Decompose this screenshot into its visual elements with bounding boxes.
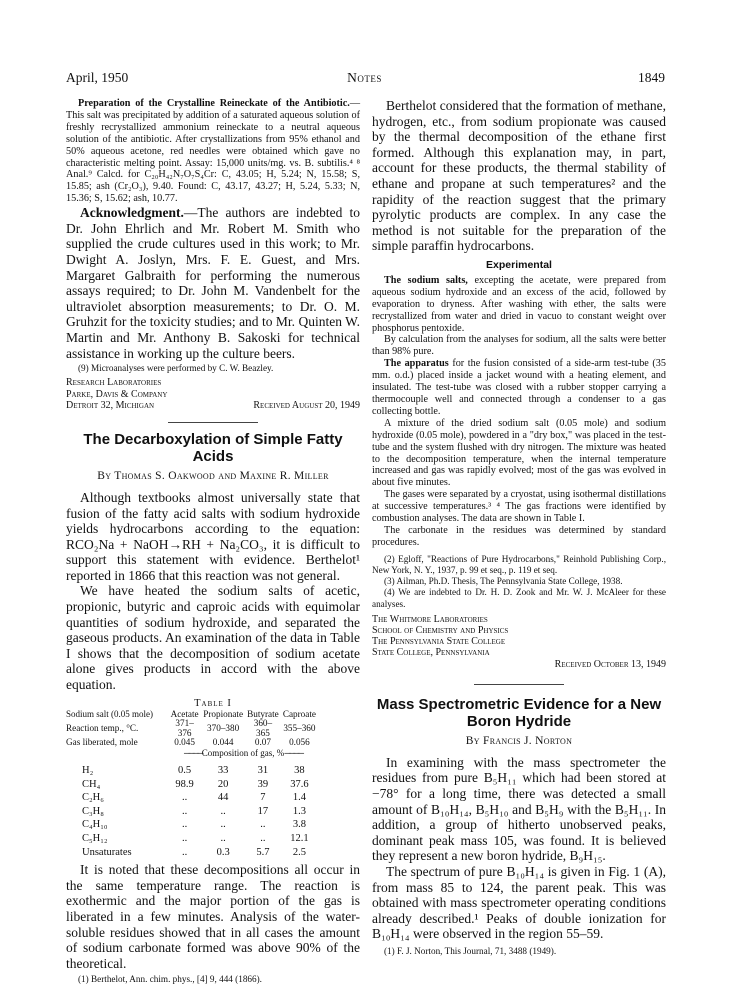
data-table <box>66 710 318 860</box>
footnote-2: (2) Egloff, "Reactions of Pure Hydrocarbons," Reinhold Publishing Corp., New York, N. Y., 1937, p. 99 et seq., p. 119 et seq. <box>372 553 666 575</box>
table-cell: 0.056 <box>289 737 310 748</box>
table-row-label: C₂H₆ <box>82 792 104 804</box>
footnote-9: (9) Microanalyses were performed by C. W. Beazley. <box>78 363 274 374</box>
table-row-label: Reaction temp., °C. <box>66 723 139 734</box>
right-column <box>372 98 666 957</box>
table-row <box>66 846 318 860</box>
table-column-header: Acetate <box>170 708 199 719</box>
table-row-label: CH₄ <box>82 778 101 790</box>
table-cell: 0.3 <box>216 846 230 858</box>
table-row-label: H₂ <box>82 765 94 776</box>
table-cell: 0.5 <box>178 765 192 776</box>
affiliation-line: State College, Pennsylvania <box>372 647 490 659</box>
table-cell: 370–380 <box>207 723 240 734</box>
table-cell: .. <box>220 805 226 817</box>
table-cell: 3.8 <box>292 819 306 831</box>
table-cell: .. <box>181 846 188 858</box>
footnote-1: (1) Berthelot, Ann. chim. phys., [4] 9, 444 (1866). <box>78 974 262 985</box>
section-heading: Experimental <box>486 258 552 271</box>
preparation-paragraph <box>66 98 360 205</box>
table-cell: .. <box>181 832 188 844</box>
body-paragraph: We have heated the sodium salts of acetic, propionic, butyric and caproic acids with equimolar quantities of sodium hydroxide, and separated the gaseous products. An examination of the data in Table I shows that the decomposition of sodium acetate alone gives products in accord with the above equation. <box>66 583 360 693</box>
table-cell: 12.1 <box>290 832 309 844</box>
experimental-paragraph: The gases were separated by a cryostat, using isothermal distillations at successive temperatures.³ ⁴ The gas fractions were identified by combustion analyses. The data are shown in Table I. <box>372 489 666 525</box>
table-cell: .. <box>220 819 226 831</box>
experimental-paragraph <box>372 358 666 418</box>
affiliation-block <box>372 614 666 670</box>
affiliation-block <box>66 377 360 411</box>
body-paragraph: Berthelot considered that the formation of methane, hydrogen, etc., from sodium propionate was caused by the thermal decomposition of the ethane first formed. Although this explanation may, in part, account for these products, the thermal stability of ethane and propane at such temperatures² and the rapidity of the reaction suggest that the primary pyrolytic products are complex. In any case the method is not suitable for the preparation of the simple paraffin hydrocarbons. <box>372 98 666 254</box>
acknowledgment-text: —The authors are indebted to Dr. John Ehrlich and Mr. Robert M. Smith who supplied the crude cultures used in this work; to Mr. Dwight A. Joslyn, Mrs. F. E. Guest, and Mrs. Margaret Galbraith for performing the numerous assays required; to Dr. John M. Vandenbelt for the ultraviolet absorption measurements; to Dr. O. M. Gruhzit for the toxicity studies; and to Mr. Quinten W. Martin and Mr. Anthony B. Sakoski for technical assistance in working up the culture beers. <box>66 205 360 361</box>
affiliation-line: The Whitmore Laboratories <box>372 613 488 625</box>
footnote-4: (4) We are indebted to Dr. H. D. Zook and Mr. W. J. McAleer for these analyses. <box>372 587 666 609</box>
table-cell: .. <box>260 832 266 844</box>
table-cell: 37.6 <box>290 778 309 790</box>
table-cell: 0.044 <box>212 737 234 748</box>
table-cell: 360–365 <box>253 718 273 738</box>
paragraph-lead: The sodium salts, <box>384 274 468 286</box>
table-cell: 44 <box>217 792 229 804</box>
table-cell: 38 <box>294 765 305 776</box>
table-cell: 0.07 <box>254 737 271 748</box>
table-cell: 371–376 <box>175 718 194 738</box>
footnote-3: (3) Ailman, Ph.D. Thesis, The Pennsylvania State College, 1938. <box>384 576 623 587</box>
body-paragraph: In examining with the mass spectrometer the residues from pure B₅H₁₁ which had been stored at −78° for a long time, there was detected a small amount of B₁₀H₁₄, B₅H₁₀ and B₅H₉ with the B₅H₁₁. In addition, a group of hitherto unobserved peaks, dominant peak mass 105, was found. It is believed they represent a new boron hydride, B₉H₁₅. <box>372 754 666 864</box>
paragraph-lead: The apparatus <box>384 358 449 370</box>
table-row <box>66 818 318 832</box>
table-cell: 17 <box>257 805 269 817</box>
affiliation-line: Parke, Davis & Company <box>66 388 168 400</box>
table-caption: Table I <box>194 697 232 709</box>
paragraph-text: for the fusion consisted of a side-arm test-tube (35 mm. o.d.) placed inside a jacket wound with a heating element, and insulated. The test-tube was closed with a rubber stopper carrying a thermocouple well and connected through a condenser to a gas collecting bottle. <box>372 358 666 417</box>
table-row <box>66 764 318 778</box>
body-paragraph: It is noted that these decompositions all occur in the same temperature range. The reaction is exothermic and the major portion of the gas is liberated in a few minutes. Analysis of the water-soluble residues showed that in all cases the amount of sodium carbonate formed was above 90% of the theoretical. <box>66 862 360 971</box>
table-row <box>66 805 318 819</box>
left-column <box>66 98 360 986</box>
table-row-label: Sodium salt (0.05 mole) <box>66 708 153 719</box>
table-row <box>66 791 318 805</box>
article-title: The Decarboxylation of Simple Fatty Acids <box>83 430 343 465</box>
body-paragraph: The spectrum of pure B₁₀H₁₄ is given in Fig. 1 (A), from mass 85 to 124, the parent peak. This was obtained with mass spectrometer operating conditions already described.¹ Peaks of double ionization for B₁₀H₁₄ were observed in the region 55–59. <box>372 863 666 942</box>
table-cell: 1.3 <box>292 805 306 817</box>
received-date: Received October 13, 1949 <box>554 658 666 670</box>
table-spanner-header: ──── Composition of gas, % ──── <box>183 748 303 758</box>
experimental-paragraph <box>372 275 666 335</box>
footnote-1: (1) F. J. Norton, This Journal, 71, 3488 (1949). <box>384 945 557 956</box>
section-divider <box>474 684 564 685</box>
section-divider <box>168 422 258 423</box>
table-cell: 7 <box>260 792 266 804</box>
table-cell: 355–360 <box>283 723 316 734</box>
experimental-paragraph: By calculation from the analyses for sodium, all the salts were better than 98% pure. <box>372 334 666 358</box>
table-cell: .. <box>181 819 188 831</box>
preparation-text: —This salt was precipitated by addition of a saturated aqueous solution of freshly recrystallized ammonium reineckate to a neutral aqueous solution of the antibiotic. After crystallizations from 95% ethanol and 50% aqueous acetone, red needles were obtained which gave no characteristic melting point. Assay: 15,000 units/mg. vs. B. subtilis.⁴ ⁸ Anal.⁹ Calcd. for C₂₀H₄₂N₇O₇S₄Cr: C, 43.05; H, 5.24; N, 15.58; S, 15.85; ash (Cr₂O₃), 9.40. Found: C, 43.17, 43.27; H, 5.24, 5.33; N, 15.36; S, 15.62; ash, 10.77. <box>66 98 360 205</box>
acknowledgment-lead: Acknowledgment. <box>80 205 184 221</box>
table-column-header: Caproate <box>282 708 316 719</box>
body-paragraph: Although textbooks almost universally state that fusion of the fatty acid salts with sodium hydroxide yields hydrocarbons according to the equation: RCO₂Na + NaOH→RH + Na₂CO₃, it is difficult to support this statement with evidence. Berthelot¹ reported in 1866 that this reaction was not general. <box>66 489 360 583</box>
running-head-section: Notes <box>347 70 382 85</box>
table-row-label: C₄H₁₀ <box>82 819 108 831</box>
table-cell: .. <box>220 832 226 844</box>
table-cell: 1.4 <box>292 792 306 804</box>
table-cell: .. <box>181 805 188 817</box>
table-cell: 33 <box>217 765 229 776</box>
table-cell: 5.7 <box>256 846 270 858</box>
table-cell: 2.5 <box>292 846 306 858</box>
table-cell: .. <box>181 792 188 804</box>
affiliation-line: Detroit 32, Michigan <box>66 399 155 411</box>
table-cell: 0.045 <box>174 737 195 748</box>
article-title: Mass Spectrometric Evidence for a New Boron Hydride <box>376 695 662 730</box>
table-row-label: Gas liberated, mole <box>66 737 138 748</box>
table-row-label: C₃H₈ <box>82 805 104 817</box>
table-row-label: C₅H₁₂ <box>82 832 108 844</box>
table-row-label: Unsaturates <box>82 846 132 858</box>
received-date: Received August 20, 1949 <box>253 399 360 411</box>
page-number: 1849 <box>638 70 665 85</box>
acknowledgment-paragraph <box>66 205 360 361</box>
table-row <box>66 778 318 792</box>
affiliation-line: The Pennsylvania State College <box>372 636 506 648</box>
affiliation-line: School of Chemistry and Physics <box>372 625 509 636</box>
article-byline: By Francis J. Norton <box>465 734 573 747</box>
table-column-header: Butyrate <box>247 708 279 719</box>
experimental-paragraph: The carbonate in the residues was determined by standard procedures. <box>372 524 666 548</box>
table-cell: 20 <box>217 778 229 790</box>
running-head-date: April, 1950 <box>66 70 129 85</box>
experimental-paragraph: A mixture of the dried sodium salt (0.05 mole) and sodium hydroxide (0.05 mole), powdered in a "dry box," was placed in the test-tube and the system flushed with dry nitrogen. The mixture was heated to the decomposition temperature, when the internal temperature increased and gas was rapidly evolved; most of the gas was evolved in about five minutes. <box>372 417 666 489</box>
affiliation-line: Research Laboratories <box>66 377 162 389</box>
preparation-lead: Preparation of the Crystalline Reineckate of the Antibiotic. <box>78 98 350 109</box>
paragraph-text: excepting the acetate, were prepared from aqueous sodium hydroxide and an excess of the acid, followed by evaporation to dryness. After washing with ether, the salts were recrystallized from water and dried in vacuo to constant weight over phosphorus pentoxide. <box>372 274 667 334</box>
table-row <box>66 832 318 846</box>
article-byline: By Thomas S. Oakwood and Maxine R. Miller <box>97 469 329 482</box>
table-cell: 39 <box>257 778 269 790</box>
table-column-header: Propionate <box>203 708 244 719</box>
table-cell: 31 <box>257 765 269 776</box>
table-cell: 98.9 <box>175 778 194 790</box>
table-cell: .. <box>260 819 266 831</box>
